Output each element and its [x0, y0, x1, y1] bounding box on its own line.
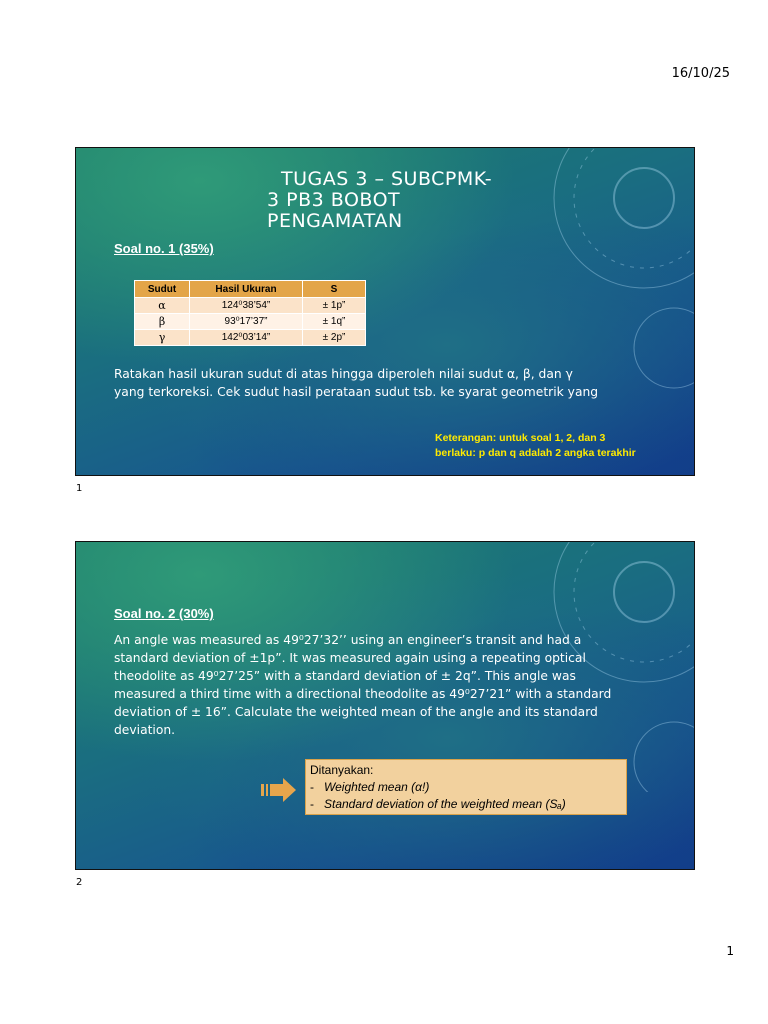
table-row: [135, 298, 366, 314]
table-cell: γ: [135, 330, 190, 346]
question-heading: Soal no. 2 (30%): [114, 606, 214, 621]
measurement-table: [134, 280, 366, 346]
question-item: - Standard deviation of the weighted mean (Sₐ): [310, 797, 566, 811]
table-header: Sudut: [135, 281, 190, 298]
table-cell: ± 1p”: [303, 298, 366, 314]
table-cell: 142⁰03’14”: [190, 330, 303, 346]
table-cell: 93⁰17’37”: [190, 314, 303, 330]
slide-title: TUGAS 3 – SUBCPMK- 3 PB3 BOBOT PENGAMATAN: [267, 168, 493, 232]
question-heading: Soal no. 1 (35%): [114, 241, 214, 256]
table-cell: α: [135, 298, 190, 314]
table-cell: ± 2p”: [303, 330, 366, 346]
note-text: Keterangan: untuk soal 1, 2, dan 3 berlaku: p dan q adalah 2 angka terakhir: [435, 432, 636, 459]
table-cell: β: [135, 314, 190, 330]
slide-1: [75, 147, 695, 476]
table-cell: 124⁰38’54”: [190, 298, 303, 314]
page-number: 1: [726, 944, 734, 958]
question-text: An angle was measured as 49⁰27’32’’ using an engineer’s transit and had a standard deviation of ±1p”. It was measured again using a repeating optical theodolite as 49⁰27’25” with a standard deviation of ± 2q”. This angle was measured a third time with a directional theodolite as 49⁰27’21” with a standard deviation of ± 16”. Calculate the weighted mean of the angle and its standard deviation.: [114, 633, 612, 737]
question-text: Ratakan hasil ukuran sudut di atas hingga diperoleh nilai sudut α, β, dan γ yang terkoreksi. Cek sudut hasil perataan sudut tsb. ke syarat geometrik yang: [114, 367, 599, 399]
table-cell: ± 1q”: [303, 314, 366, 330]
slide-number: 1: [76, 483, 83, 494]
question-item: - Weighted mean (α!): [310, 780, 430, 794]
slide-number: 2: [76, 877, 83, 888]
table-row: [135, 330, 366, 346]
table-header: S: [303, 281, 366, 298]
arrow-right-icon: [261, 778, 297, 802]
question-box-heading: Ditanyakan:: [310, 763, 374, 777]
question-box: [305, 759, 627, 815]
table-header: Hasil Ukuran: [190, 281, 303, 298]
table-row: [135, 314, 366, 330]
page-date: 16/10/25: [671, 66, 730, 81]
slide-2: [75, 541, 695, 870]
